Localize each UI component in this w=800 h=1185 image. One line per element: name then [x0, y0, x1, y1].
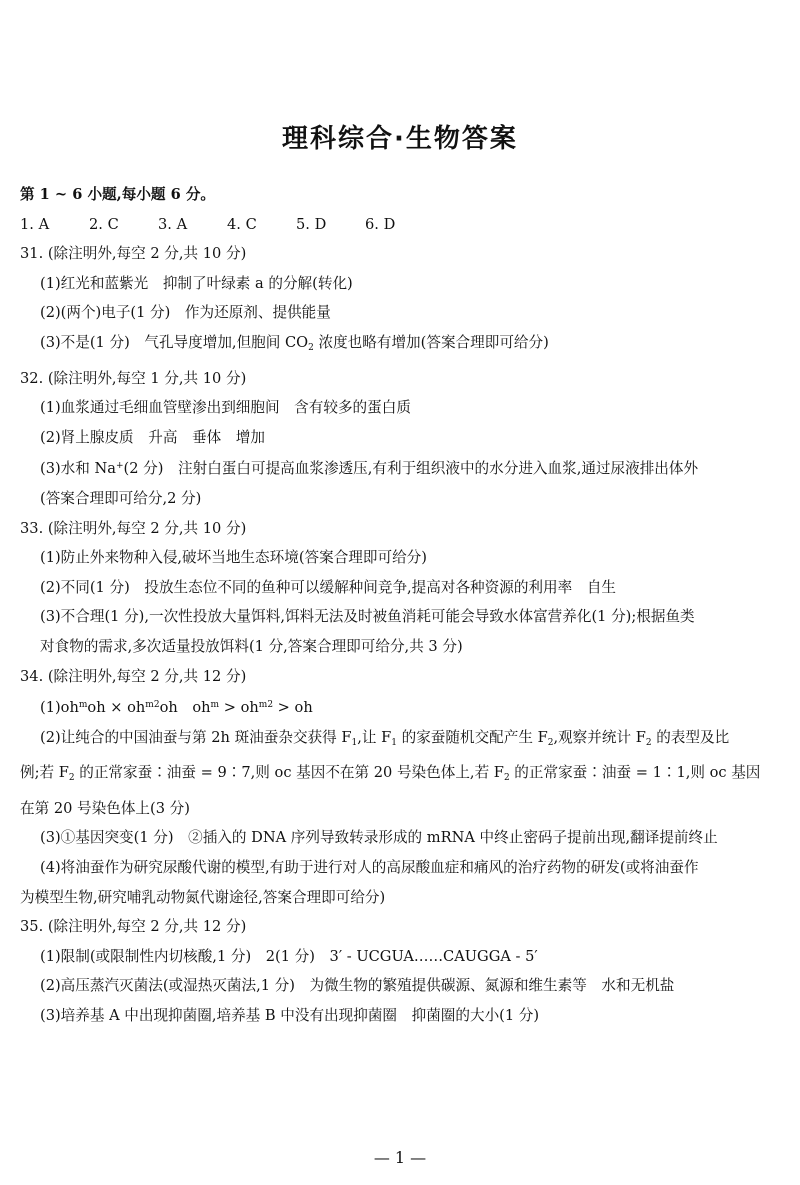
q34-part1-sup4: m2: [258, 700, 274, 711]
answer-3: 3. A: [158, 215, 188, 233]
q34-header: 34. (除注明外,每空 2 分,共 12 分): [20, 667, 247, 685]
q32-part1: (1)血浆通过毛细血管壁渗出到细胞间 含有较多的蛋白质: [40, 399, 411, 417]
q34-part2-t1: (2)让纯合的中国油蚕与第 2h 斑油蚕杂交获得 F: [40, 728, 352, 746]
q33-part3-continued: 对食物的需求,多次适量投放饵料(1 分,答案合理即可给分,共 3 分): [40, 637, 463, 655]
q34-part1-t1: (1)oh: [40, 699, 79, 717]
q32-part3-text-b: (2 分) 注射白蛋白可提高血浆渗透压,有利于组织液中的水分进入血浆,通过尿液排出体外: [123, 460, 699, 478]
q32-header: 32. (除注明外,每空 1 分,共 10 分): [20, 369, 247, 387]
choice-answers: [20, 210, 785, 240]
q32-part3: [20, 452, 785, 484]
page-number: — 1 —: [373, 1148, 427, 1167]
q34-part1-sup2: m2: [145, 700, 160, 711]
q34-part2-sub4: 2: [645, 737, 652, 748]
q34-part1-sup1: m: [78, 700, 88, 711]
answer-5: 5. D: [296, 215, 327, 233]
q34-part2-t3: 的家蚕随机交配产生 F: [396, 728, 548, 746]
q34-part4-continued: 为模型生物,研究哺乳动物氮代谢途径,答案合理即可给分): [20, 888, 386, 906]
q34-part1-t5: > oh: [273, 699, 313, 717]
q34-part2: [20, 723, 785, 759]
q34-part2-t2: ,让 F: [357, 728, 392, 746]
q34-part2c-t3: 的正常家蚕∶油蚕 = 1∶1,则 oc 基因: [509, 764, 761, 782]
answer-6: 6. D: [365, 215, 396, 233]
q34-part2-continued: [20, 758, 785, 794]
q35-part3: (3)培养基 A 中出现抑菌圈,培养基 B 中没有出现抑菌圈 抑菌圈的大小(1 分): [40, 1007, 540, 1025]
q32-part3-superscript: +: [115, 461, 124, 472]
q34-part1-sup3: m: [210, 700, 220, 711]
q35-part1: (1)限制(或限制性内切核酸,1 分) 2(1 分) 3′ - UCGUA……CAUGGA - 5′: [40, 947, 538, 965]
q34-part1-t4: > oh: [219, 699, 259, 717]
q32-part3-continued: (答案合理即可给分,2 分): [40, 489, 202, 507]
q34-part2c-sub1: 2: [68, 773, 75, 784]
q34-part1: [20, 691, 785, 723]
q32-part3-text-a: (3)水和 Na: [40, 460, 116, 478]
answer-4: 4. C: [227, 215, 257, 233]
q33-header: 33. (除注明外,每空 2 分,共 10 分): [20, 519, 247, 537]
q34-part2-t4: ,观察并统计 F: [553, 728, 646, 746]
q31-part2: (2)(两个)电子(1 分) 作为还原剂、提供能量: [40, 304, 331, 322]
q34-part3: (3)①基因突变(1 分) ②插入的 DNA 序列导致转录形成的 mRNA 中终止密码子提前出现,翻译提前终止: [40, 829, 718, 847]
answer-2: 2. C: [89, 215, 119, 233]
choice-header: 第 1 ~ 6 小题,每小题 6 分。: [20, 186, 216, 203]
q33-part3: (3)不合理(1 分),一次性投放大量饵料,饵料无法及时被鱼消耗可能会导致水体富营养化(1 分);根据鱼类: [40, 608, 695, 626]
q34-part2-end: 在第 20 号染色体上(3 分): [20, 799, 190, 817]
q34-part2-t5: 的表型及比: [651, 728, 730, 746]
q32-part2: (2)肾上腺皮质 升高 垂体 增加: [40, 428, 265, 446]
q31-part3-text-b: 浓度也略有增加(答案合理即可给分): [313, 333, 549, 351]
q34-part2-sub3: 2: [547, 737, 554, 748]
q33-part2: (2)不同(1 分) 投放生态位不同的鱼种可以缓解种间竞争,提高对各种资源的利用率 自生: [40, 578, 617, 596]
q35-header: 35. (除注明外,每空 2 分,共 12 分): [20, 918, 247, 936]
answer-content: [20, 180, 785, 1031]
q34-part2c-t2: 的正常家蚕∶油蚕 = 9∶7,则 oc 基因不在第 20 号染色体上,若 F: [74, 764, 504, 782]
q31-part1: (1)红光和蓝紫光 抑制了叶绿素 a 的分解(转化): [40, 274, 353, 292]
q34-part2c-sub2: 2: [503, 773, 510, 784]
q31-header: 31. (除注明外,每空 2 分,共 10 分): [20, 245, 247, 263]
q31-part3-text-a: (3)不是(1 分) 气孔导度增加,但胞间 CO: [40, 333, 309, 351]
q34-part4: (4)将油蚕作为研究尿酸代谢的模型,有助于进行对人的高尿酸血症和痛风的治疗药物的研发(或将油蚕作: [40, 859, 699, 877]
q34-part1-t2: oh × oh: [87, 699, 146, 717]
answer-1: 1. A: [20, 215, 50, 233]
q34-part2c-t1: 例;若 F: [20, 764, 69, 782]
q34-part2-sub2: 1: [391, 737, 397, 748]
q33-part1: (1)防止外来物种入侵,破坏当地生态环境(答案合理即可给分): [40, 549, 427, 567]
q31-part3: [20, 328, 785, 364]
q34-part2-sub1: 1: [351, 737, 358, 748]
page-title: 理科综合·生物答案: [282, 124, 518, 154]
q34-part1-t3: oh oh: [159, 699, 211, 717]
q31-part3-subscript: 2: [308, 342, 314, 353]
q35-part2: (2)高压蒸汽灭菌法(或湿热灭菌法,1 分) 为微生物的繁殖提供碳源、氮源和维生素等 水和无机盐: [40, 977, 675, 995]
